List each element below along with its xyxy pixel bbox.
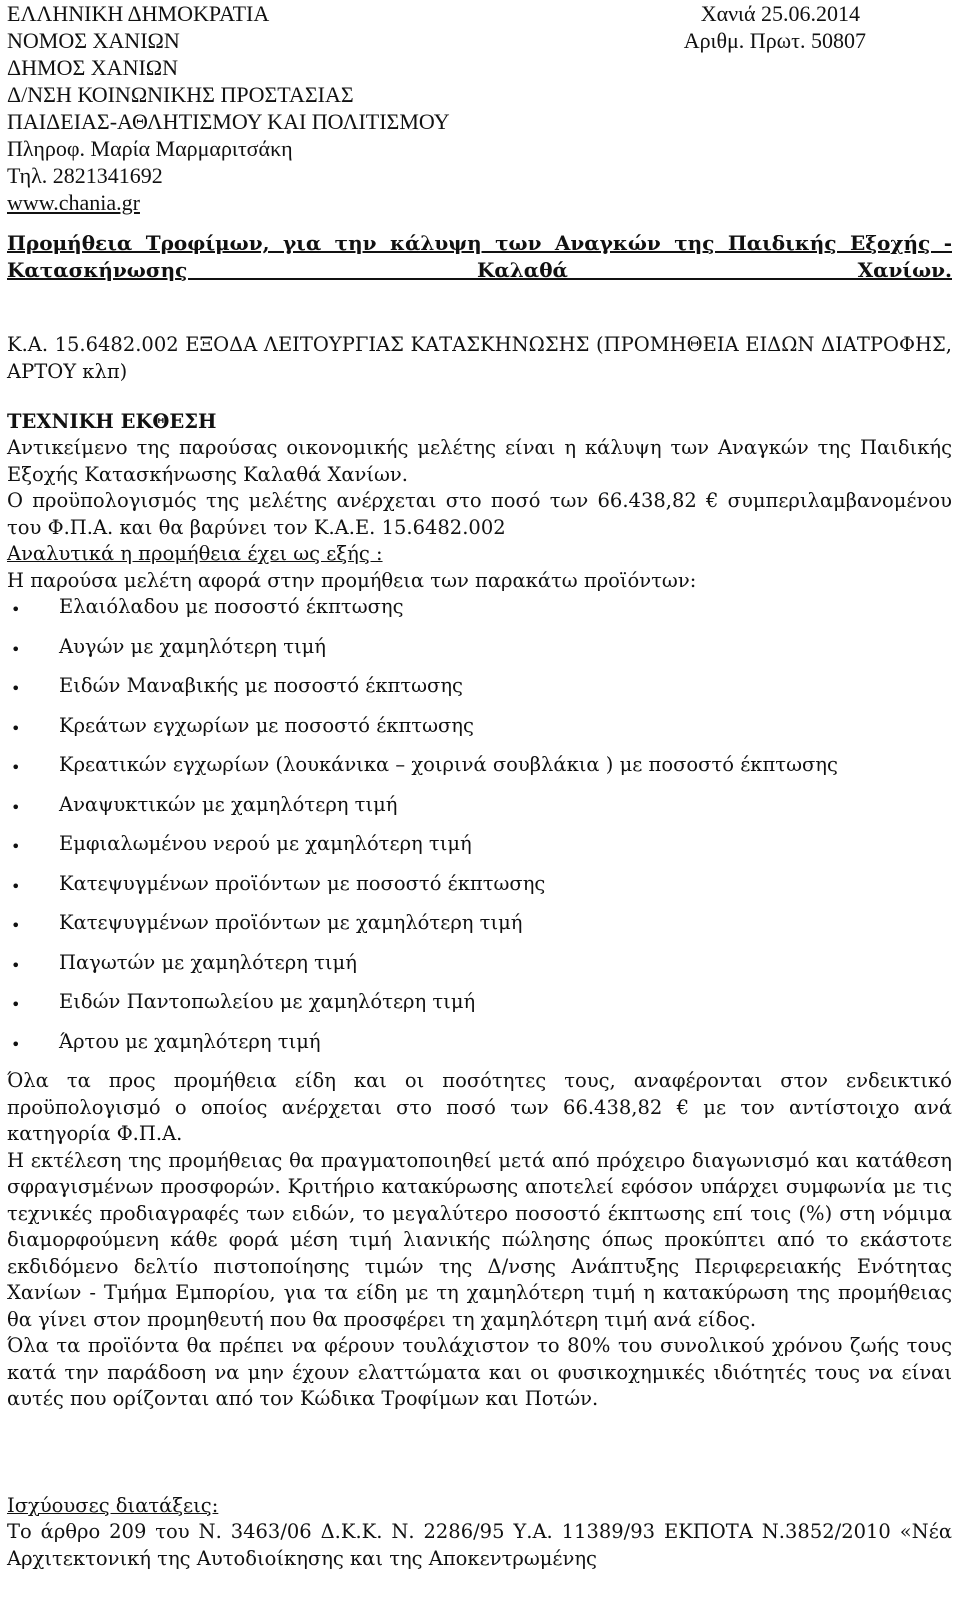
bullet-icon: • xyxy=(11,600,21,619)
document-date: Χανιά 25.06.2014 xyxy=(700,1,860,26)
header-line-municipality: ΔΗΜΟΣ ΧΑΝΙΩΝ xyxy=(7,55,179,80)
header-line-contact: Πληροφ. Μαρία Μαρμαριτσάκη xyxy=(7,136,293,161)
provisions-heading: Ισχύουσες διατάξεις: xyxy=(7,1493,219,1517)
bullet-icon: • xyxy=(11,639,21,659)
header-line-phone: Τηλ. 2821341692 xyxy=(7,163,163,188)
list-intro: Η παρούσα μελέτη αφορά στην προμήθεια των παρακάτω προϊόντων: xyxy=(7,568,697,592)
list-item: • Ειδών Παντοπωλείου με χαμηλότερη τιμή xyxy=(7,989,952,1029)
provisions-text: Το άρθρο 209 του Ν. 3463/06 Δ.Κ.Κ. Ν. 2286/95 Υ.Α. 11389/93 ΕΚΠΟΤΑ Ν.3852/2010 «Νέα Αρχιτεκτονική της Αυτοδιοίκησης και της Αποκεντρωμένης xyxy=(7,1520,952,1570)
list-item: • Κατεψυγμένων προϊόντων με χαμηλότερη τιμή xyxy=(7,910,952,950)
letterhead xyxy=(7,0,952,216)
products-list xyxy=(7,594,952,1068)
list-item: • Κρεάτων εγχωρίων με ποσοστό έκπτωσης xyxy=(7,713,952,753)
header-line-country: ΕΛΛΗΝΙΚΗ ΔΗΜΟΚΡΑΤΙΑ xyxy=(7,1,270,26)
header-line-directorate: Δ/ΝΣΗ ΚΟΙΝΩΝΙΚΗΣ ΠΡΟΣΤΑΣΙΑΣ xyxy=(7,82,354,107)
list-item: • Εμφιαλωμένου νερού με χαμηλότερη τιμή xyxy=(7,831,952,871)
intro-paragraph-budget: Ο προϋπολογισμός της μελέτης ανέρχεται στο ποσό των 66.438,82 € συμπεριλαμβανομένου του Φ.Π.Α. και θα βαρύνει τον Κ.Α.Ε. 15.6482.002 xyxy=(7,489,952,539)
budget-code-line: Κ.Α. 15.6482.002 ΕΞΟΔΑ ΛΕΙΤΟΥΡΓΙΑΣ ΚΑΤΑΣΚΗΝΩΣΗΣ (ΠΡΟΜΗΘΕΙΑ ΕΙΔΩΝ ΔΙΑΤΡΟΦΗΣ, ΑΡΤΟΥ κλπ) xyxy=(7,333,952,383)
bullet-icon: • xyxy=(11,758,21,777)
bullet-icon: • xyxy=(11,955,21,975)
list-item: • Παγωτών με χαμηλότερη τιμή xyxy=(7,950,952,990)
list-item: • Αυγών με χαμηλότερη τιμή xyxy=(7,634,952,674)
header-line-department: ΠΑΙΔΕΙΑΣ-ΑΘΛΗΤΙΣΜΟΥ ΚΑΙ ΠΟΛΙΤΙΣΜΟΥ xyxy=(7,109,450,134)
document-title: Προμήθεια Τροφίμων, για την κάλυψη των Αναγκών της Παιδικής Εξοχής - Κατασκήνωσης Καλαθά Χανίων. xyxy=(7,231,952,282)
list-item: • Ελαιόλαδου με ποσοστό έκπτωσης xyxy=(7,594,952,634)
list-item: • Κατεψυγμένων προϊόντων με ποσοστό έκπτωσης xyxy=(7,871,952,911)
paragraph-shelf-life: Όλα τα προϊόντα θα πρέπει να φέρουν τουλάχιστον το 80% του συνολικού χρόνου ζωής τους κατά την παράδοση να μην έχουν ελαττώματα και οι φυσικοχημικές ιδιότητές τους να είναι αυτές που ορίζονται από τον Κώδικα Τροφίμων και Ποτών. xyxy=(7,1334,952,1410)
paragraph-execution: Η εκτέλεση της προμήθειας θα πραγματοποιηθεί μετά από πρόχειρο διαγωνισμό και κατάθεση σφραγισμένων προσφορών. Κριτήριο κατακύρωσης αποτελεί εφόσον υπάρχει συμφωνία με τις τεχνικές προδιαγραφές των ειδών, το μεγαλύτερο ποσοστό έκπτωσης επί τοις (%) στη νόμιμα διαμορφούμενη κάθε φορά μέση τιμή λιανικής πώλησης όπως προκύπτει από το εκάστοτε εκδιδόμενο δελτίο πιστοποίησης τιμών της Δ/νσης Ανάπτυξης Περιφερειακής Ενότητας Χανίων - Τμήμα Εμπορίου, για τα είδη με τη χαμηλότερη τιμή η κατακύρωση της προμήθειας θα γίνει στον προμηθευτή που θα προσφέρει τη χαμηλότερη τιμή ανά είδος. xyxy=(7,1148,952,1331)
paragraph-quantities: Όλα τα προς προμήθεια είδη και οι ποσότητες τους, αναφέρονται στον ενδεικτικό προϋπολογισμό ο οποίος ανέρχεται στο ποσό των 66.438,82 € με τον αντίστοιχο ανά κατηγορία Φ.Π.Α. xyxy=(7,1069,952,1145)
intro-paragraph-object: Αντικείμενο της παρούσας οικονομικής μελέτης είναι η κάλυψη των Αναγκών της Παιδικής Εξοχής Κατασκήνωσης Καλαθά Χανίων. xyxy=(7,436,952,486)
header-line-prefecture: ΝΟΜΟΣ ΧΑΝΙΩΝ xyxy=(7,28,180,53)
bullet-icon: • xyxy=(11,1034,21,1054)
analysis-heading: Αναλυτικά η προμήθεια έχει ως εξής : xyxy=(7,542,383,565)
bullet-icon: • xyxy=(11,797,21,817)
list-item: • Αναψυκτικών με χαμηλότερη τιμή xyxy=(7,792,952,832)
bullet-icon: • xyxy=(11,837,21,856)
list-item: • Κρεατικών εγχωρίων (λουκάνικα – χοιρινά σουβλάκια ) με ποσοστό έκπτωσης xyxy=(7,752,952,792)
list-item: • Άρτου με χαμηλότερη τιμή xyxy=(7,1029,952,1069)
bullet-icon: • xyxy=(11,995,21,1014)
bullet-icon: • xyxy=(11,916,21,935)
bullet-icon: • xyxy=(11,876,21,896)
bullet-icon: • xyxy=(11,718,21,738)
list-item: • Ειδών Μαναβικής με ποσοστό έκπτωσης xyxy=(7,673,952,713)
report-heading: ΤΕΧΝΙΚΗ ΕΚΘΕΣΗ xyxy=(7,410,217,433)
protocol-number: Αριθμ. Πρωτ. 50807 xyxy=(683,28,866,53)
website-link[interactable]: www.chania.gr xyxy=(7,190,140,215)
bullet-icon: • xyxy=(11,679,21,698)
